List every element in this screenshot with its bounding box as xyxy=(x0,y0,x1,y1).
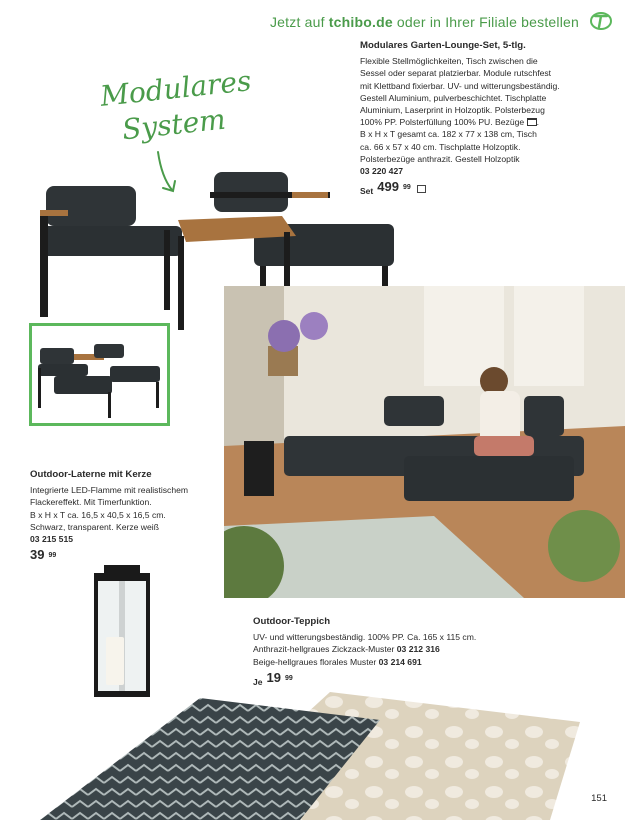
product-sku: 03 215 515 xyxy=(30,534,74,545)
cart-icon[interactable] xyxy=(417,185,426,193)
description-line: 100% PP. Polsterfüllung 100% PU. Bezüge . xyxy=(360,117,539,128)
product-price xyxy=(253,669,533,688)
description-line: Sessel oder separat platzierbar. Module rutschfest xyxy=(360,68,552,79)
product-title: Modulares Garten-Lounge-Set, 5-tlg. xyxy=(360,40,526,51)
description-line: ca. 66 x 57 x 40 cm. Tischplatte Holzoptik. xyxy=(360,141,521,152)
tchibo-link[interactable]: tchibo.de xyxy=(328,14,393,30)
order-banner-prefix: Jetzt auf xyxy=(269,14,329,30)
description-line: Aluminium, Laserprint in Holzoptik. Polsterbezug xyxy=(360,105,545,116)
lounge-set-thumbnail[interactable] xyxy=(29,323,170,426)
price-prefix: Je xyxy=(253,676,263,687)
price-main: 499 xyxy=(377,179,399,195)
description-line: B x H x T ca. 16,5 x 40,5 x 16,5 cm. xyxy=(30,509,166,520)
rug-info xyxy=(253,616,533,688)
price-cents: 99 xyxy=(48,552,57,560)
lounge-set-thumbnail-image xyxy=(32,326,167,423)
headline-line-2: System xyxy=(120,102,228,147)
product-title: Outdoor-Laterne mit Kerze xyxy=(30,469,152,480)
description-line: mit Klettband fixierbar. UV- und witterungsbeständig. xyxy=(360,80,560,91)
variant-line: Anthrazit-hellgraues Zickzack-Muster 03 212 316 xyxy=(253,644,440,655)
description-line: B x H x T gesamt ca. 182 x 77 x 138 cm, Tisch xyxy=(360,129,537,140)
product-sku: 03 220 427 xyxy=(360,166,404,177)
price-main: 39 xyxy=(30,547,45,563)
description-line: Polsterbezüge anthrazit. Gestell Holzoptik xyxy=(360,153,520,164)
order-banner xyxy=(270,14,579,30)
headline-line-1: Modulares xyxy=(98,64,253,113)
page-number: 151 xyxy=(591,793,607,804)
price-main: 19 xyxy=(266,669,281,685)
product-price xyxy=(30,549,220,562)
description-line: Flexible Stellmöglichkeiten, Tisch zwischen die xyxy=(360,56,538,67)
tchibo-logo-icon xyxy=(589,10,613,32)
price-cents: 99 xyxy=(284,674,293,682)
description-line: Schwarz, transparent. Kerze weiß xyxy=(30,521,159,532)
rugs-image xyxy=(40,690,580,820)
variant-sku: 03 214 691 xyxy=(378,656,422,667)
description-line: Flackereffekt. Mit Timerfunktion. xyxy=(30,497,152,508)
description-line: UV- und witterungsbeständig. 100% PP. Ca. 165 x 115 cm. xyxy=(253,632,477,643)
product-title: Outdoor-Teppich xyxy=(253,616,331,627)
lantern-info xyxy=(30,469,220,562)
lantern-image xyxy=(92,565,152,700)
price-prefix: Set xyxy=(360,186,374,197)
variant-sku: 03 212 316 xyxy=(396,644,440,655)
variant-line: Beige-hellgraues florales Muster 03 214 691 xyxy=(253,656,422,667)
wash-symbol-icon xyxy=(527,118,537,126)
order-banner-suffix: oder in Ihrer Filiale bestellen xyxy=(392,14,579,30)
lifestyle-photo xyxy=(224,286,625,598)
description-line: Gestell Aluminium, pulverbeschichtet. Tischplatte xyxy=(360,92,547,103)
description-line: Integrierte LED-Flamme mit realistischem xyxy=(30,485,189,496)
price-cents: 99 xyxy=(402,184,411,192)
